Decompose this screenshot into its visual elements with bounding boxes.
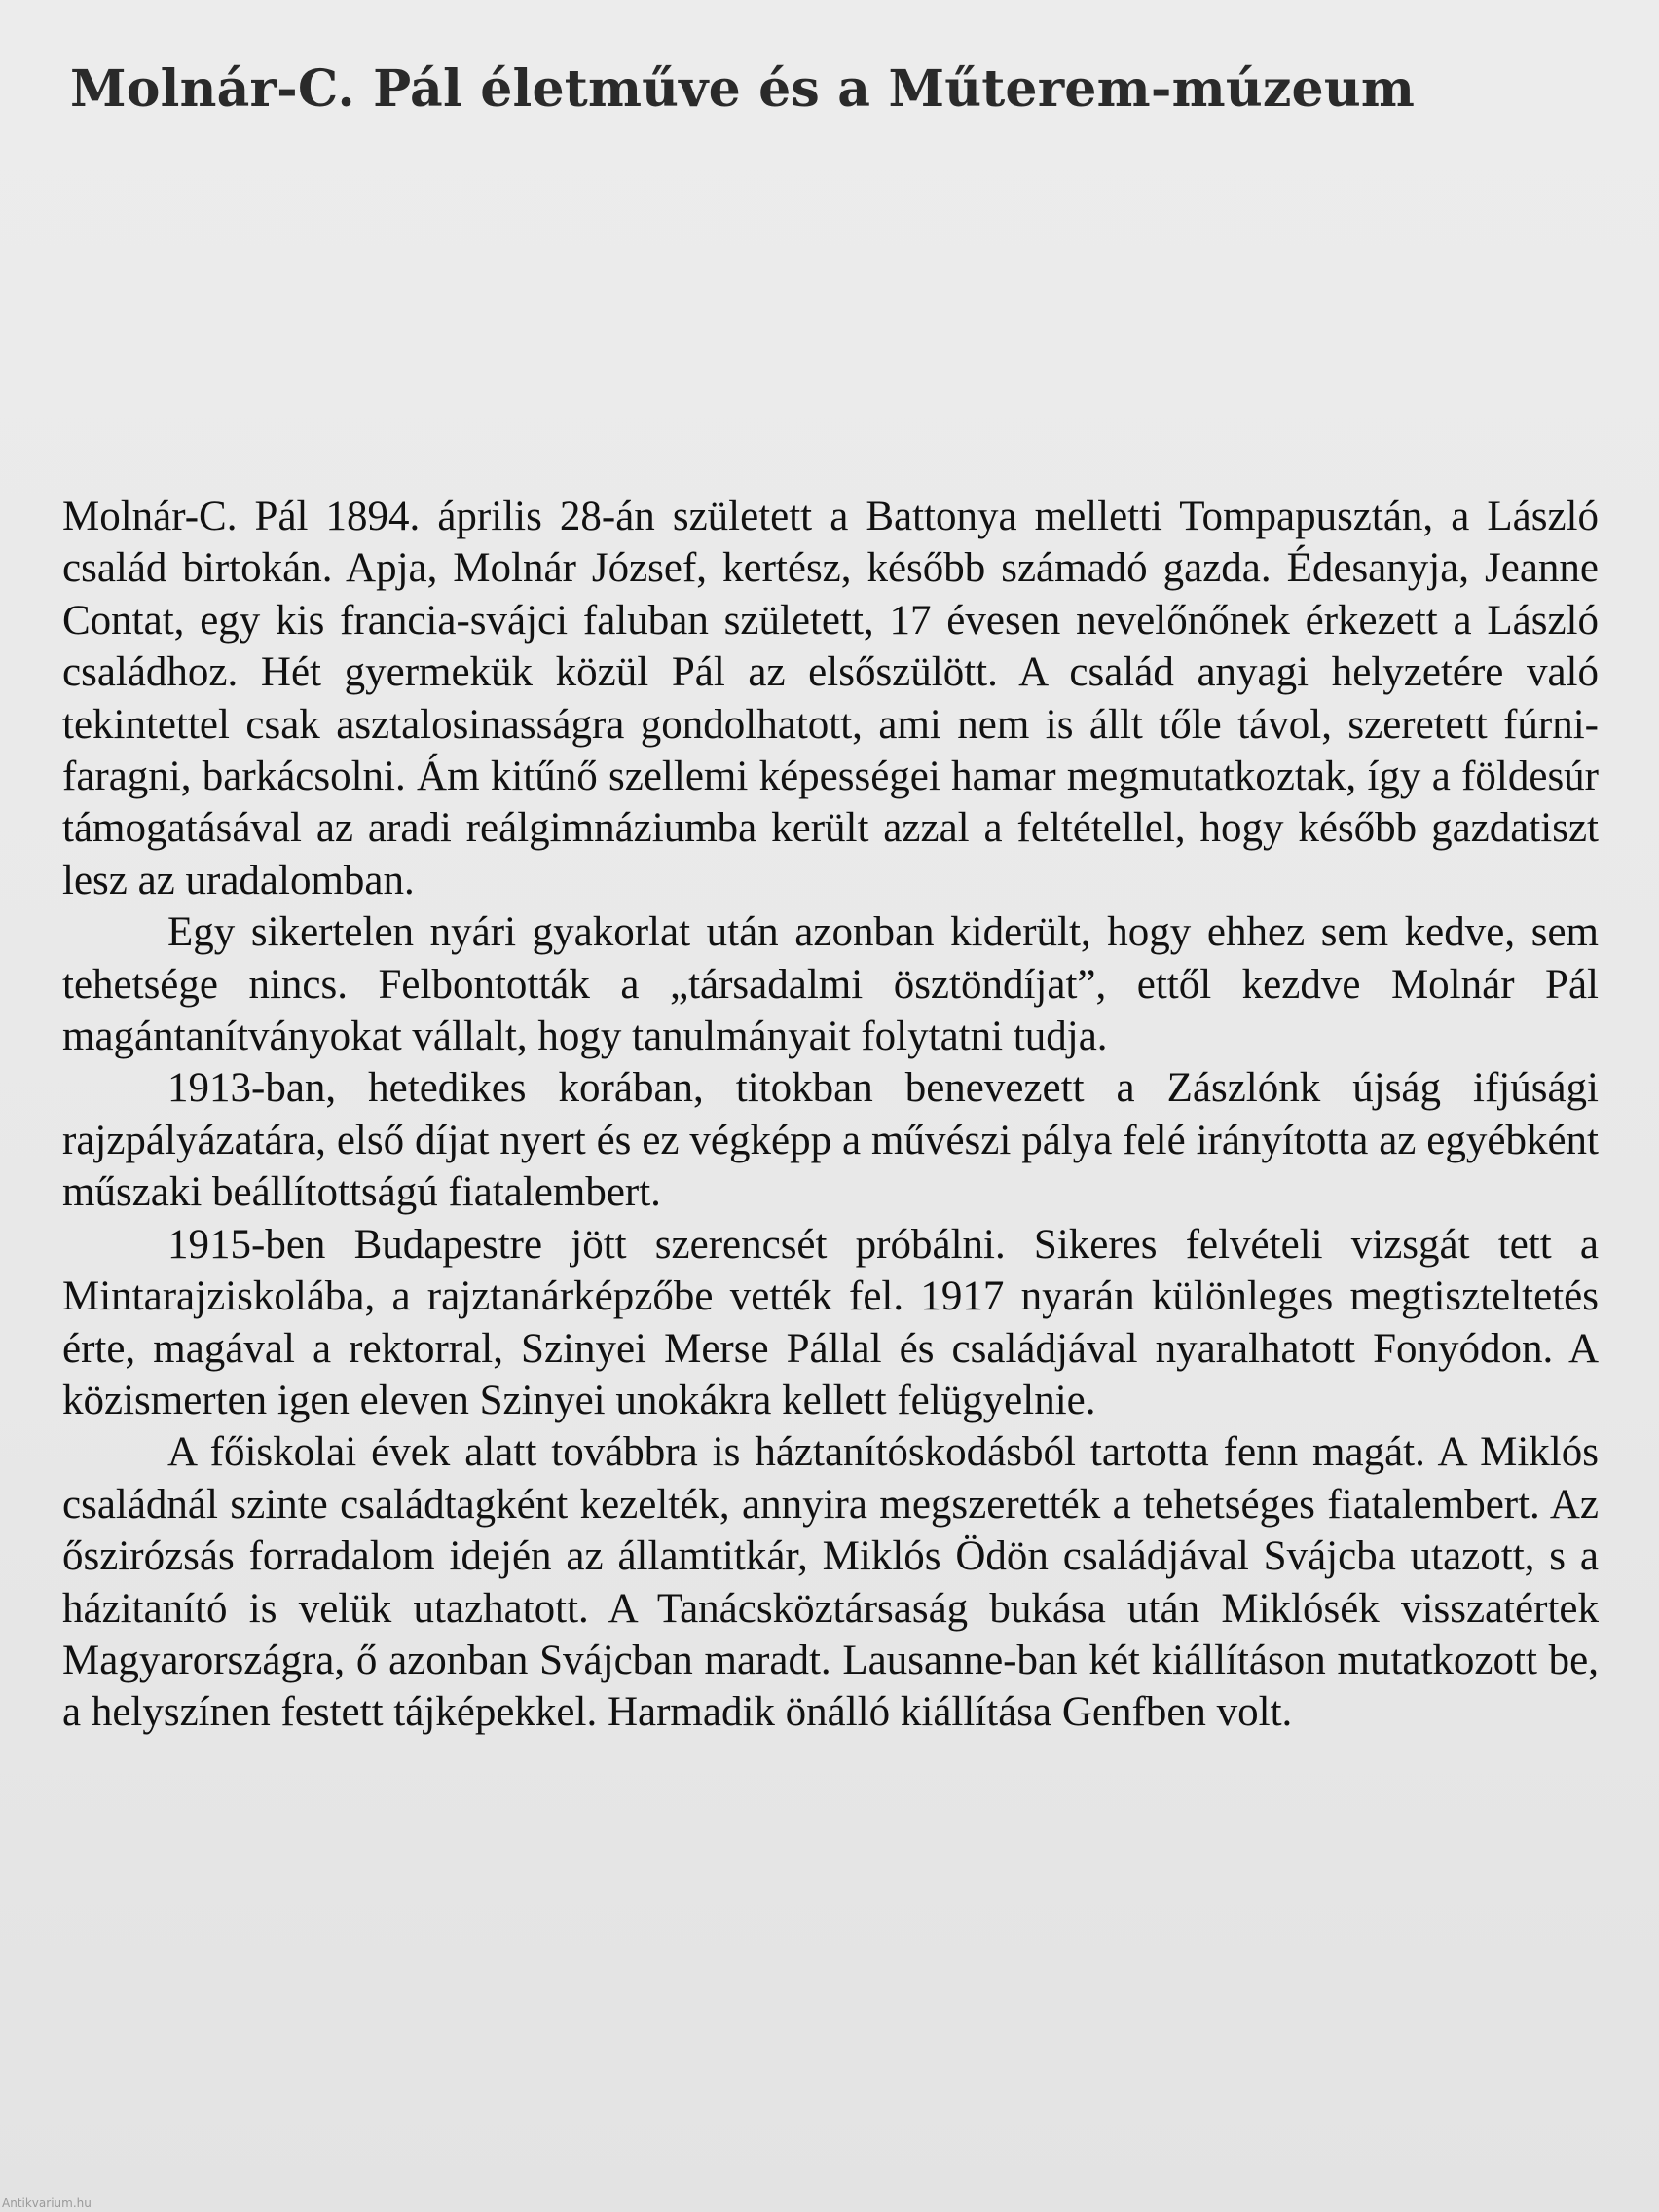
paragraph-1: Molnár-C. Pál 1894. április 28-án született a Battonya melletti Tompapusztán, a László család birtokán. Apja, Molnár József, kertész, később számadó gazda. Édesanyja, Jeanne Contat, egy kis francia-svájci faluban született, 17 évesen nevelőnőnek érkezett a László családhoz. Hét gyermekük közül Pál az elsőszülött. A család anyagi helyzetére való tekintettel csak asztalosinasságra gondolhatott, ami nem is állt tőle távol, szeretett fúrni-faragni, barkácsolni. Ám kitűnő szellemi képességei hamar megmutatkoztak, így a földesúr támogatásával az aradi reálgimnáziumba került azzal a feltétellel, hogy később gazdatiszt lesz az uradalomban. (62, 494, 1599, 903)
watermark-text: Antikvarium.hu (2, 2196, 92, 2210)
page-title: Molnár-C. Pál életműve és a Műterem-múzeum (70, 59, 1416, 119)
article-body (62, 491, 1599, 1739)
paragraph-5: A főiskolai évek alatt továbbra is háztanítóskodásból tartotta fenn magát. A Miklós családnál szinte családtagként kezelték, annyira megszerették a tehetséges fiatalembert. Az őszirózsás forradalom idején az államtitkár, Miklós Ödön családjával Svájcba utazott, s a házitanító is velük utazhatott. A Tanácsköztársaság bukása után Miklósék visszatértek Magyarországra, ő azonban Svájcban maradt. Lausanne-ban két kiállításon mutatkozott be, a helyszínen festett tájképekkel. Harmadik önálló kiállítása Genfben volt. (62, 1429, 1599, 1736)
paragraph-4: 1915-ben Budapestre jött szerencsét próbálni. Sikeres felvételi vizsgát tett a Mintarajziskolába, a rajztanárképzőbe vették fel. 1917 nyarán különleges megtiszteltetés érte, magával a rektorral, Szinyei Merse Pállal és családjával nyaralhatott Fonyódon. A közismerten igen eleven Szinyei unokákra kellett felügyelnie. (62, 1221, 1599, 1423)
paragraph-3: 1913-ban, hetedikes korában, titokban benevezett a Zászlónk újság ifjúsági rajzpályázatára, első díjat nyert és ez végképp a művészi pálya felé irányította az egyébként műszaki beállítottságú fiatalembert. (62, 1065, 1599, 1216)
paragraph-2: Egy sikertelen nyári gyakorlat után azonban kiderült, hogy ehhez sem kedve, sem tehetsége nincs. Felbontották a „társadalmi ösztöndíjat”, ettől kezdve Molnár Pál magántanítványokat vállalt, hogy tanulmányait folytatni tudja. (62, 909, 1599, 1060)
